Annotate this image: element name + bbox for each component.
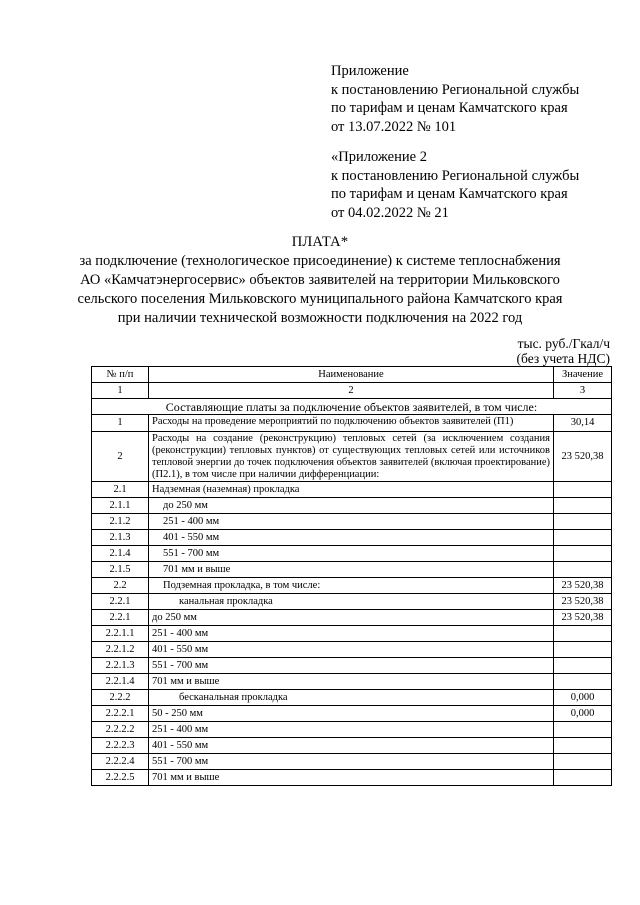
row-number: 2.2.2.5 xyxy=(92,770,149,786)
title-line: АО «Камчатэнергосервис» объектов заявителей на территории Мильковского xyxy=(80,272,560,288)
row-value: 0,000 xyxy=(554,690,612,706)
table-row xyxy=(92,674,612,690)
row-name: 251 - 400 мм xyxy=(149,626,554,642)
row-number: 2.2.2 xyxy=(92,690,149,706)
appendix-line: от 13.07.2022 № 101 xyxy=(331,118,457,135)
row-number: 1 xyxy=(92,415,149,432)
appendix-line: от 04.02.2022 № 21 xyxy=(331,204,449,221)
row-name: 701 мм и выше xyxy=(149,562,554,578)
column-number: 2 xyxy=(149,383,554,399)
table-row xyxy=(92,482,612,498)
row-value xyxy=(554,754,612,770)
table-header-row xyxy=(92,367,612,383)
table-row xyxy=(92,562,612,578)
table-row xyxy=(92,498,612,514)
header-value: Значение xyxy=(554,367,612,383)
row-name: 401 - 550 мм xyxy=(149,530,554,546)
appendix-2-reference xyxy=(331,148,579,222)
row-name: 701 мм и выше xyxy=(149,674,554,690)
row-number: 2.2.1.3 xyxy=(92,658,149,674)
table-row xyxy=(92,722,612,738)
row-number: 2.2.1.4 xyxy=(92,674,149,690)
row-number: 2.2.2.3 xyxy=(92,738,149,754)
header-name: Наименование xyxy=(149,367,554,383)
table-row xyxy=(92,530,612,546)
row-value xyxy=(554,562,612,578)
table-row xyxy=(92,642,612,658)
document-title xyxy=(70,233,570,328)
table-row xyxy=(92,415,612,432)
tariff-table xyxy=(91,366,612,786)
row-value xyxy=(554,626,612,642)
row-value xyxy=(554,770,612,786)
table-row xyxy=(92,546,612,562)
row-name: 551 - 700 мм xyxy=(149,546,554,562)
row-number: 2 xyxy=(92,432,149,482)
row-name: 401 - 550 мм xyxy=(149,642,554,658)
section-title: Составляющие платы за подключение объектов заявителей, в том числе: xyxy=(92,399,612,415)
title-line: сельского поселения Мильковского муниципального района Камчатского края xyxy=(77,291,563,307)
row-value xyxy=(554,674,612,690)
row-value xyxy=(554,658,612,674)
row-name: 251 - 400 мм xyxy=(149,722,554,738)
column-numbers-row xyxy=(92,383,612,399)
table-row xyxy=(92,706,612,722)
row-value: 23 520,38 xyxy=(554,594,612,610)
row-value xyxy=(554,482,612,498)
row-number: 2.2.1.1 xyxy=(92,626,149,642)
row-name: 551 - 700 мм xyxy=(149,658,554,674)
row-value: 23 520,38 xyxy=(554,432,612,482)
appendix-line: к постановлению Региональной службы xyxy=(331,81,580,98)
row-number: 2.2.2.2 xyxy=(92,722,149,738)
table-row xyxy=(92,770,612,786)
row-number: 2.2.2.1 xyxy=(92,706,149,722)
row-value xyxy=(554,498,612,514)
row-number: 2.1.3 xyxy=(92,530,149,546)
row-name: канальная прокладка xyxy=(149,594,554,610)
appendix-line: по тарифам и ценам Камчатского края xyxy=(331,186,568,202)
row-number: 2.1.5 xyxy=(92,562,149,578)
row-number: 2.2 xyxy=(92,578,149,594)
table-row xyxy=(92,754,612,770)
row-value xyxy=(554,642,612,658)
row-name: 401 - 550 мм xyxy=(149,738,554,754)
row-name: бесканальная прокладка xyxy=(149,690,554,706)
appendix-reference xyxy=(331,62,579,136)
row-value: 0,000 xyxy=(554,706,612,722)
column-number: 1 xyxy=(92,383,149,399)
row-value xyxy=(554,514,612,530)
row-number: 2.1.1 xyxy=(92,498,149,514)
row-name: до 250 мм xyxy=(149,610,554,626)
row-number: 2.2.1.2 xyxy=(92,642,149,658)
row-name: 701 мм и выше xyxy=(149,770,554,786)
row-number: 2.1.4 xyxy=(92,546,149,562)
row-name: 551 - 700 мм xyxy=(149,754,554,770)
column-number: 3 xyxy=(554,383,612,399)
row-value xyxy=(554,546,612,562)
title-heading: ПЛАТА* xyxy=(291,234,349,250)
section-row xyxy=(92,399,612,415)
appendix-line: Приложение xyxy=(331,63,409,79)
row-name: до 250 мм xyxy=(149,498,554,514)
units-note xyxy=(517,336,610,366)
row-value xyxy=(554,530,612,546)
table-row xyxy=(92,514,612,530)
table-row xyxy=(92,626,612,642)
title-line: за подключение (технологическое присоединение) к системе теплоснабжения xyxy=(79,253,561,269)
units-line: тыс. руб./Гкал/ч xyxy=(517,336,610,351)
table-row xyxy=(92,658,612,674)
row-number: 2.2.2.4 xyxy=(92,754,149,770)
table-row xyxy=(92,610,612,626)
units-line: (без учета НДС) xyxy=(516,351,610,366)
table-row xyxy=(92,594,612,610)
row-value: 23 520,38 xyxy=(554,610,612,626)
row-number: 2.2.1 xyxy=(92,610,149,626)
row-name: 50 - 250 мм xyxy=(149,706,554,722)
row-value: 23 520,38 xyxy=(554,578,612,594)
title-line: при наличии технической возможности подключения на 2022 год xyxy=(117,310,523,326)
table-row xyxy=(92,738,612,754)
row-name: Расходы на проведение мероприятий по подключению объектов заявителей (П1) xyxy=(149,415,554,432)
table-row xyxy=(92,690,612,706)
header-number: № п/п xyxy=(92,367,149,383)
appendix-line: к постановлению Региональной службы xyxy=(331,167,580,184)
table-row xyxy=(92,432,612,482)
row-name: 251 - 400 мм xyxy=(149,514,554,530)
row-name: Подземная прокладка, в том числе: xyxy=(149,578,554,594)
row-value: 30,14 xyxy=(554,415,612,432)
row-value xyxy=(554,738,612,754)
row-name: Надземная (наземная) прокладка xyxy=(149,482,554,498)
row-number: 2.2.1 xyxy=(92,594,149,610)
row-number: 2.1.2 xyxy=(92,514,149,530)
row-number: 2.1 xyxy=(92,482,149,498)
appendix-line: «Приложение 2 xyxy=(331,149,427,165)
row-name: Расходы на создание (реконструкцию) тепловых сетей (за исключением создания (реконструкции) тепловых пунктов) от существующих тепловых сетей или источников тепловой энергии до точек подключения объектов заявителей (включая проектирование) (П2.1), в том числе при наличии дифференциации: xyxy=(149,432,554,482)
table-row xyxy=(92,578,612,594)
appendix-line: по тарифам и ценам Камчатского края xyxy=(331,100,568,116)
row-value xyxy=(554,722,612,738)
